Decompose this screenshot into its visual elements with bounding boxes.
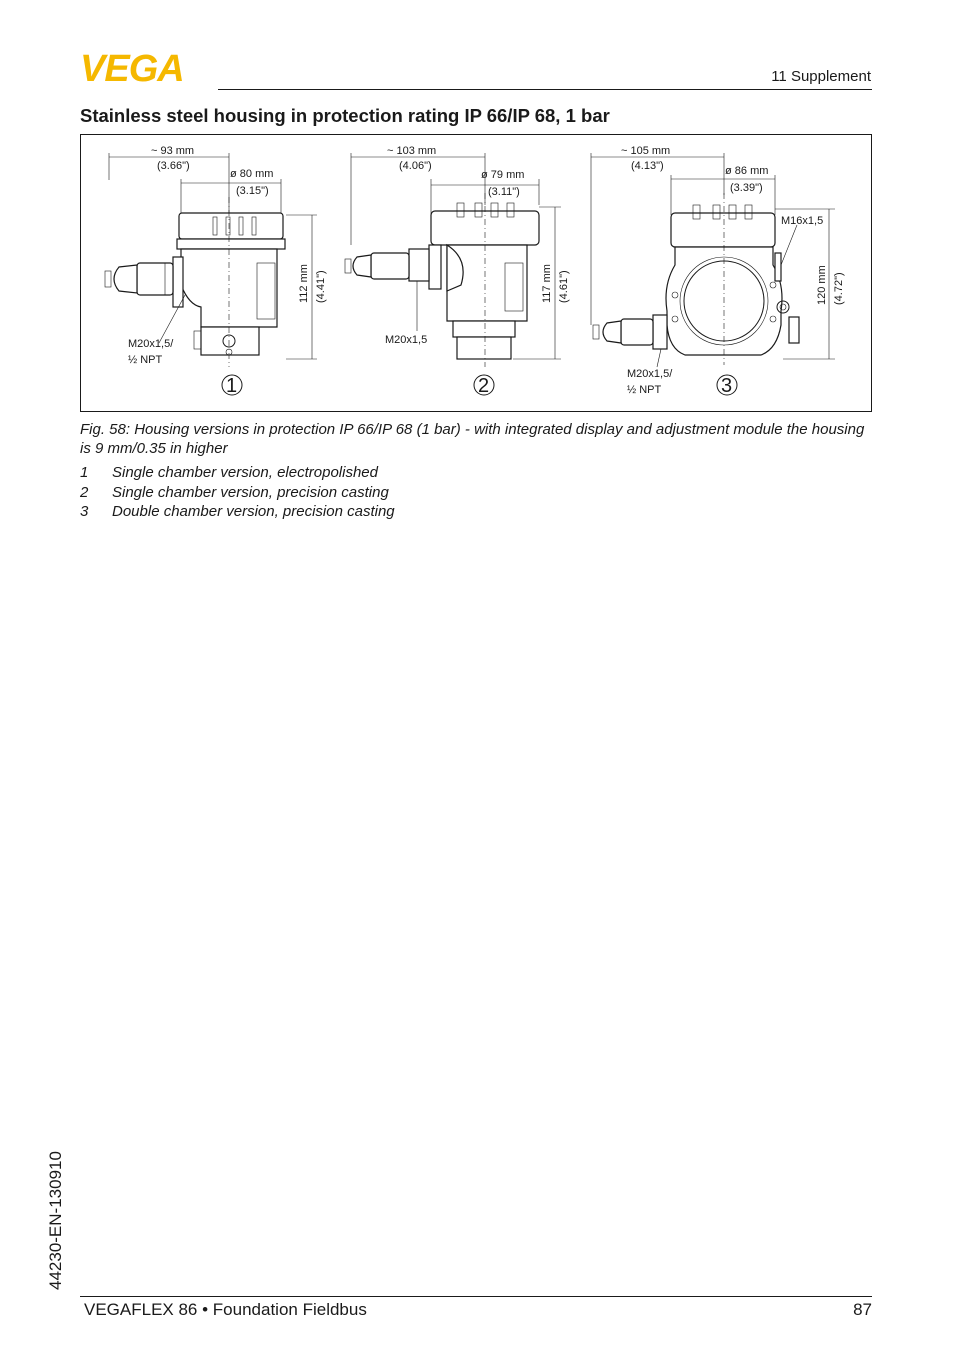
legend-item [80,484,395,504]
v1-width-mm: ~ 93 mm [151,145,195,157]
legend-item-text: Single chamber version, precision casting [112,483,389,501]
v1-width-in: (3.66") [157,160,190,172]
v1-dia-in: (3.15") [236,185,269,197]
v2-dia-mm: ø 79 mm [481,169,525,181]
v1-thread-npt: ½ NPT [128,354,163,366]
footer-rule [80,1296,872,1297]
v3-thread-side: M16x1,5 [781,215,824,227]
vega-logo [80,50,212,84]
v1-thread: M20x1,5/ [128,338,174,350]
v2-width-mm: ~ 103 mm [387,145,437,157]
housing-version-3 [591,145,845,397]
v3-width-in: (4.13") [631,160,664,172]
section-label: 11 Supplement [771,68,871,85]
vega-logo-text: VEGA [80,50,184,84]
legend-item [80,503,395,523]
legend-item-number: 3 [80,503,89,520]
figure-legend [80,464,395,523]
v3-dia-mm: ø 86 mm [725,165,769,177]
v3-dia-in: (3.39") [730,182,763,194]
v3-thread-npt: ½ NPT [627,384,662,396]
figure-caption: Fig. 58: Housing versions in protection IP 66/IP 68 (1 bar) - with integrated display and adjustment module the housing is 9 mm/0.35 in higher [80,421,865,457]
footer-page-number: 87 [853,1300,872,1319]
v2-height-mm: 117 mm [541,264,553,303]
v3-thread: M20x1,5/ [627,368,673,380]
header-rule [218,89,872,90]
v2-number: 2 [478,375,490,397]
v2-dia-in: (3.11") [488,186,520,198]
housing-version-1 [105,145,327,397]
v1-number: 1 [226,375,238,397]
legend-item-text: Single chamber version, electropolished [112,464,378,481]
housing-figure [80,134,872,412]
v3-height-mm: 120 mm [816,265,828,305]
document-number: 44230-EN-130910 [46,1151,65,1290]
v3-height-in: (4.72") [833,272,845,305]
v1-dia-mm: ø 80 mm [230,168,274,180]
v2-width-in: (4.06") [399,160,432,172]
v2-height-in: (4.61") [558,270,570,303]
v3-width-mm: ~ 105 mm [621,145,671,157]
housing-version-2 [345,145,570,397]
legend-item [80,464,395,484]
footer-product: VEGAFLEX 86 • Foundation Fieldbus [84,1300,367,1319]
v2-thread: M20x1,5 [385,334,428,346]
page-title: Stainless steel housing in protection rating IP 66/IP 68, 1 bar [80,105,610,126]
v1-height-in: (4.41") [315,270,327,303]
legend-item-number: 1 [80,464,89,481]
v1-height-mm: 112 mm [298,264,310,303]
v3-number: 3 [721,375,733,397]
legend-item-text: Double chamber version, precision casting [112,503,395,520]
legend-item-number: 2 [80,483,89,501]
housing-drawing [81,135,873,413]
